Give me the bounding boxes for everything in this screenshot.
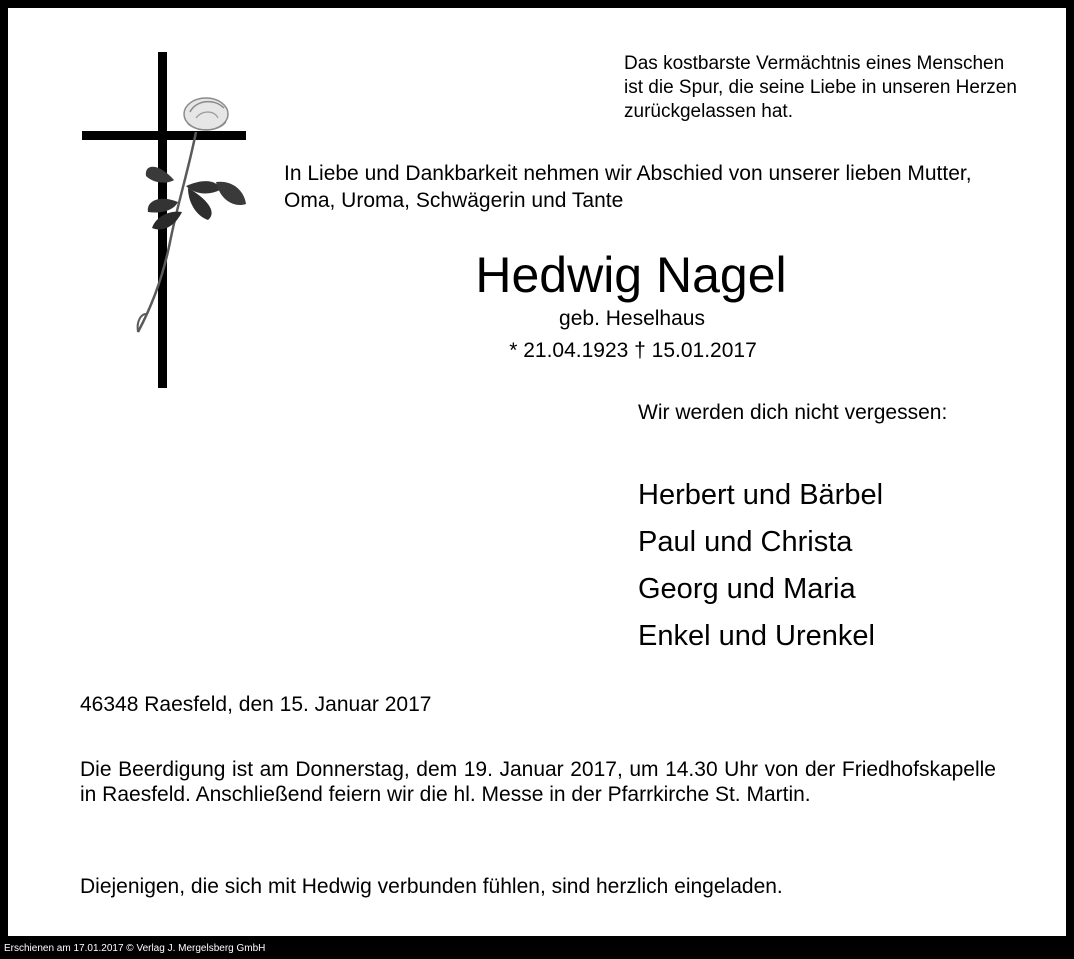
remember-line: Wir werden dich nicht vergessen: — [638, 401, 948, 424]
publication-footer: Erschienen am 17.01.2017 © Verlag J. Mergelsberg GmbH — [4, 943, 266, 954]
mourner-item: Enkel und Urenkel — [638, 620, 875, 652]
mourner-item: Herbert und Bärbel — [638, 479, 884, 511]
mourner-item: Georg und Maria — [638, 573, 856, 605]
funeral-information: Die Beerdigung ist am Donnerstag, dem 19. Januar 2017, um 14.30 Uhr von der Friedhofskapelle in Raesfeld. Anschließend feiern wir die hl. Messe in der Pfarrkirche St. Martin. — [80, 758, 996, 806]
life-dates: * 21.04.1923 † 15.01.2017 — [509, 339, 757, 362]
memorial-quote: Das kostbarste Vermächtnis eines Menschen ist die Spur, die seine Liebe in unseren Herzen zurückgelassen hat. — [624, 53, 1017, 122]
mourner-item: Paul und Christa — [638, 526, 853, 558]
place-and-date: 46348 Raesfeld, den 15. Januar 2017 — [80, 693, 432, 716]
maiden-name: geb. Heselhaus — [559, 307, 705, 330]
obituary-notice — [8, 8, 1066, 936]
farewell-intro: In Liebe und Dankbarkeit nehmen wir Abschied von unserer lieben Mutter, Oma, Uroma, Schwägerin und Tante — [284, 162, 972, 212]
mourners-list — [638, 472, 883, 660]
invitation-text: Diejenigen, die sich mit Hedwig verbunden fühlen, sind herzlich eingeladen. — [80, 875, 783, 898]
deceased-name: Hedwig Nagel — [475, 247, 787, 303]
